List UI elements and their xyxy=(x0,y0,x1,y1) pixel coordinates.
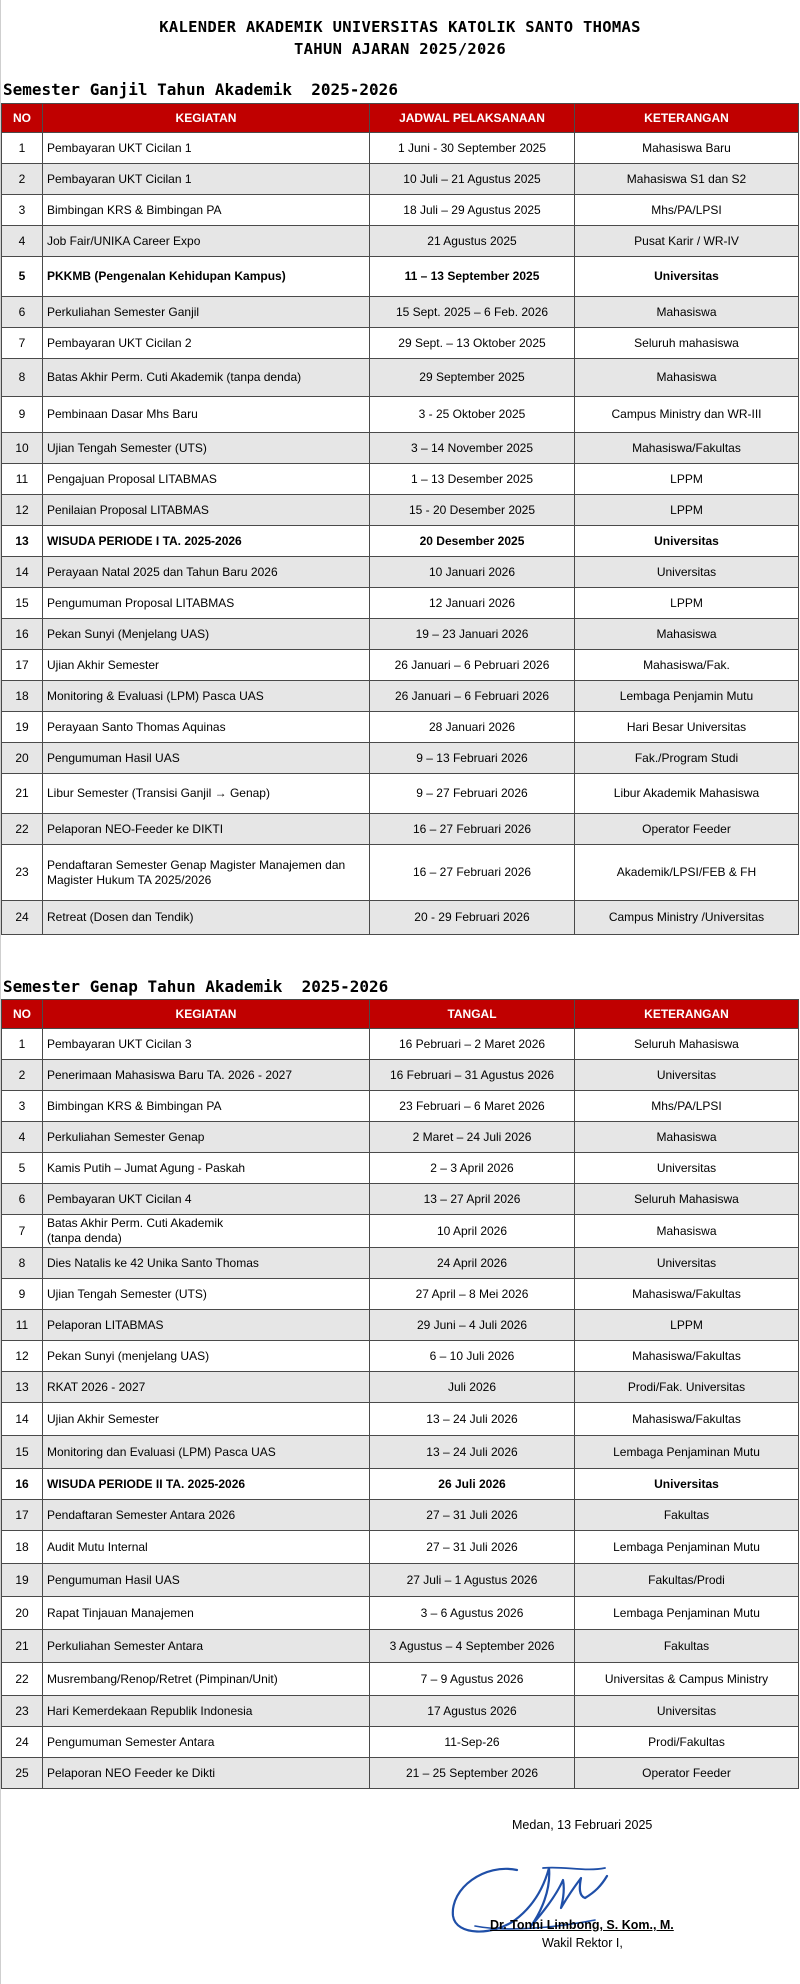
row-number: 24 xyxy=(2,901,43,935)
row-jadwal: 27 – 31 Juli 2026 xyxy=(370,1500,575,1531)
row-jadwal: 15 - 20 Desember 2025 xyxy=(370,495,575,526)
row-kegiatan: Dies Natalis ke 42 Unika Santo Thomas xyxy=(43,1248,370,1279)
row-jadwal: 10 Januari 2026 xyxy=(370,557,575,588)
row-kegiatan: Pelaporan NEO Feeder ke Dikti xyxy=(43,1758,370,1789)
row-keterangan: Universitas xyxy=(575,1696,799,1727)
row-kegiatan: Ujian Akhir Semester xyxy=(43,650,370,681)
row-number: 25 xyxy=(2,1758,43,1789)
row-jadwal: 29 September 2025 xyxy=(370,359,575,397)
table-row xyxy=(2,1531,799,1564)
row-number: 5 xyxy=(2,1153,43,1184)
header-kegiatan: KEGIATAN xyxy=(43,104,370,133)
row-jadwal: 3 – 6 Agustus 2026 xyxy=(370,1597,575,1630)
row-number: 4 xyxy=(2,1122,43,1153)
row-keterangan: LPPM xyxy=(575,464,799,495)
row-kegiatan: Pengumuman Semester Antara xyxy=(43,1727,370,1758)
table-semester-genap xyxy=(1,999,799,1789)
row-kegiatan: Pekan Sunyi (menjelang UAS) xyxy=(43,1341,370,1372)
row-kegiatan: Ujian Tengah Semester (UTS) xyxy=(43,433,370,464)
row-kegiatan: Libur Semester (Transisi Ganjil → Genap) xyxy=(43,774,370,814)
row-number: 4 xyxy=(2,226,43,257)
row-kegiatan: Penilaian Proposal LITABMAS xyxy=(43,495,370,526)
row-jadwal: 28 Januari 2026 xyxy=(370,712,575,743)
table-row xyxy=(2,681,799,712)
row-keterangan: Seluruh Mahasiswa xyxy=(575,1029,799,1060)
row-keterangan: Mahasiswa/Fak. xyxy=(575,650,799,681)
row-number: 24 xyxy=(2,1727,43,1758)
table-row xyxy=(2,1060,799,1091)
row-number: 15 xyxy=(2,1436,43,1469)
row-number: 16 xyxy=(2,619,43,650)
row-keterangan: Lembaga Penjaminan Mutu xyxy=(575,1597,799,1630)
row-number: 18 xyxy=(2,681,43,712)
row-jadwal: 19 – 23 Januari 2026 xyxy=(370,619,575,650)
row-jadwal: 13 – 27 April 2026 xyxy=(370,1184,575,1215)
table-row xyxy=(2,1215,799,1248)
row-number: 13 xyxy=(2,526,43,557)
row-number: 12 xyxy=(2,1341,43,1372)
row-jadwal: 7 – 9 Agustus 2026 xyxy=(370,1663,575,1696)
row-keterangan: Mahasiswa Baru xyxy=(575,133,799,164)
row-keterangan: Mahasiswa xyxy=(575,297,799,328)
table-row xyxy=(2,495,799,526)
row-keterangan: Mhs/PA/LPSI xyxy=(575,1091,799,1122)
row-kegiatan: Perkuliahan Semester Ganjil xyxy=(43,297,370,328)
row-keterangan: Fakultas/Prodi xyxy=(575,1564,799,1597)
row-kegiatan: Musrembang/Renop/Retret (Pimpinan/Unit) xyxy=(43,1663,370,1696)
row-keterangan: Pusat Karir / WR-IV xyxy=(575,226,799,257)
row-number: 11 xyxy=(2,1310,43,1341)
row-jadwal: 1 Juni - 30 September 2025 xyxy=(370,133,575,164)
table-row xyxy=(2,619,799,650)
row-number: 9 xyxy=(2,397,43,433)
row-kegiatan: Pelaporan LITABMAS xyxy=(43,1310,370,1341)
row-jadwal: 3 - 25 Oktober 2025 xyxy=(370,397,575,433)
row-kegiatan: Retreat (Dosen dan Tendik) xyxy=(43,901,370,935)
row-jadwal: 18 Juli – 29 Agustus 2025 xyxy=(370,195,575,226)
row-keterangan: Fakultas xyxy=(575,1630,799,1663)
row-number: 22 xyxy=(2,1663,43,1696)
row-kegiatan: Pembayaran UKT Cicilan 4 xyxy=(43,1184,370,1215)
row-keterangan: LPPM xyxy=(575,588,799,619)
table-row xyxy=(2,845,799,901)
row-jadwal: 2 Maret – 24 Juli 2026 xyxy=(370,1122,575,1153)
row-keterangan: Universitas xyxy=(575,1248,799,1279)
row-keterangan: Mahasiswa S1 dan S2 xyxy=(575,164,799,195)
place-date: Medan, 13 Februari 2025 xyxy=(512,1818,653,1832)
row-kegiatan: Pengajuan Proposal LITABMAS xyxy=(43,464,370,495)
row-number: 1 xyxy=(2,1029,43,1060)
row-number: 14 xyxy=(2,557,43,588)
row-keterangan: Seluruh Mahasiswa xyxy=(575,1184,799,1215)
row-number: 19 xyxy=(2,1564,43,1597)
row-number: 7 xyxy=(2,328,43,359)
row-keterangan: Mahasiswa xyxy=(575,359,799,397)
row-keterangan: Universitas & Campus Ministry xyxy=(575,1663,799,1696)
row-jadwal: 29 Sept. – 13 Oktober 2025 xyxy=(370,328,575,359)
row-jadwal: 15 Sept. 2025 – 6 Feb. 2026 xyxy=(370,297,575,328)
row-kegiatan: Job Fair/UNIKA Career Expo xyxy=(43,226,370,257)
row-jadwal: 11 – 13 September 2025 xyxy=(370,257,575,297)
row-number: 21 xyxy=(2,1630,43,1663)
row-jadwal: 2 – 3 April 2026 xyxy=(370,1153,575,1184)
row-kegiatan: Kamis Putih – Jumat Agung - Paskah xyxy=(43,1153,370,1184)
row-kegiatan: Monitoring & Evaluasi (LPM) Pasca UAS xyxy=(43,681,370,712)
row-jadwal: 3 Agustus – 4 September 2026 xyxy=(370,1630,575,1663)
signatory-role: Wakil Rektor I, xyxy=(542,1936,623,1950)
row-jadwal: 16 – 27 Februari 2026 xyxy=(370,814,575,845)
table-semester-ganjil xyxy=(1,103,799,935)
row-keterangan: LPPM xyxy=(575,1310,799,1341)
row-keterangan: Campus Ministry /Universitas xyxy=(575,901,799,935)
row-number: 17 xyxy=(2,1500,43,1531)
row-number: 8 xyxy=(2,359,43,397)
row-number: 22 xyxy=(2,814,43,845)
row-jadwal: 16 Februari – 31 Agustus 2026 xyxy=(370,1060,575,1091)
row-kegiatan: Pendaftaran Semester Antara 2026 xyxy=(43,1500,370,1531)
row-number: 13 xyxy=(2,1372,43,1403)
row-number: 9 xyxy=(2,1279,43,1310)
row-number: 15 xyxy=(2,588,43,619)
row-keterangan: Mahasiswa/Fakultas xyxy=(575,1403,799,1436)
header-no: NO xyxy=(2,1000,43,1029)
table-row xyxy=(2,133,799,164)
row-kegiatan: Batas Akhir Perm. Cuti Akademik (tanpa denda) xyxy=(43,1215,370,1248)
table-row xyxy=(2,712,799,743)
row-jadwal: 24 April 2026 xyxy=(370,1248,575,1279)
table-row xyxy=(2,1758,799,1789)
table-row xyxy=(2,743,799,774)
row-kegiatan: Perayaan Santo Thomas Aquinas xyxy=(43,712,370,743)
table-row xyxy=(2,433,799,464)
row-keterangan: Prodi/Fak. Universitas xyxy=(575,1372,799,1403)
row-number: 7 xyxy=(2,1215,43,1248)
row-number: 12 xyxy=(2,495,43,526)
row-keterangan: Mahasiswa xyxy=(575,619,799,650)
row-kegiatan: WISUDA PERIODE II TA. 2025-2026 xyxy=(43,1469,370,1500)
row-jadwal: 9 – 13 Februari 2026 xyxy=(370,743,575,774)
table-row xyxy=(2,650,799,681)
row-number: 23 xyxy=(2,1696,43,1727)
section-title-ganjil: Semester Ganjil Tahun Akademik 2025-2026 xyxy=(3,80,398,99)
row-keterangan: Lembaga Penjaminan Mutu xyxy=(575,1531,799,1564)
row-jadwal: 12 Januari 2026 xyxy=(370,588,575,619)
table-row xyxy=(2,1696,799,1727)
header-jadwal: JADWAL PELAKSANAAN xyxy=(370,104,575,133)
row-number: 19 xyxy=(2,712,43,743)
row-kegiatan: Pendaftaran Semester Genap Magister Manajemen dan Magister Hukum TA 2025/2026 xyxy=(43,845,370,901)
table-row xyxy=(2,359,799,397)
table-row xyxy=(2,1663,799,1696)
row-number: 3 xyxy=(2,1091,43,1122)
row-keterangan: Prodi/Fakultas xyxy=(575,1727,799,1758)
row-jadwal: 21 Agustus 2025 xyxy=(370,226,575,257)
row-number: 2 xyxy=(2,164,43,195)
row-keterangan: LPPM xyxy=(575,495,799,526)
row-number: 20 xyxy=(2,743,43,774)
signatory-name: Dr. Tonni Limbong, S. Kom., M. xyxy=(490,1918,674,1932)
row-kegiatan: Pembayaran UKT Cicilan 3 xyxy=(43,1029,370,1060)
row-keterangan: Mahasiswa xyxy=(575,1122,799,1153)
row-jadwal: 23 Februari – 6 Maret 2026 xyxy=(370,1091,575,1122)
document-subtitle: TAHUN AJARAN 2025/2026 xyxy=(294,40,506,58)
row-number: 5 xyxy=(2,257,43,297)
row-keterangan: Operator Feeder xyxy=(575,1758,799,1789)
row-keterangan: Lembaga Penjamin Mutu xyxy=(575,681,799,712)
row-kegiatan: Pembayaran UKT Cicilan 1 xyxy=(43,164,370,195)
row-keterangan: Mahasiswa/Fakultas xyxy=(575,1341,799,1372)
row-kegiatan: Perayaan Natal 2025 dan Tahun Baru 2026 xyxy=(43,557,370,588)
table-header-row xyxy=(2,1000,799,1029)
row-keterangan: Universitas xyxy=(575,1060,799,1091)
row-kegiatan: Perkuliahan Semester Antara xyxy=(43,1630,370,1663)
row-jadwal: Juli 2026 xyxy=(370,1372,575,1403)
row-keterangan: Hari Besar Universitas xyxy=(575,712,799,743)
table-row xyxy=(2,1184,799,1215)
row-number: 10 xyxy=(2,433,43,464)
table-row xyxy=(2,464,799,495)
signature-block xyxy=(0,1810,800,1980)
header-no: NO xyxy=(2,104,43,133)
table-row xyxy=(2,164,799,195)
row-kegiatan: Monitoring dan Evaluasi (LPM) Pasca UAS xyxy=(43,1436,370,1469)
row-jadwal: 27 April – 8 Mei 2026 xyxy=(370,1279,575,1310)
table-row xyxy=(2,1403,799,1436)
row-kegiatan: WISUDA PERIODE I TA. 2025-2026 xyxy=(43,526,370,557)
row-jadwal: 21 – 25 September 2026 xyxy=(370,1758,575,1789)
row-keterangan: Mhs/PA/LPSI xyxy=(575,195,799,226)
row-jadwal: 20 - 29 Februari 2026 xyxy=(370,901,575,935)
row-kegiatan: Ujian Tengah Semester (UTS) xyxy=(43,1279,370,1310)
row-jadwal: 10 April 2026 xyxy=(370,1215,575,1248)
row-kegiatan: Pengumuman Proposal LITABMAS xyxy=(43,588,370,619)
row-number: 16 xyxy=(2,1469,43,1500)
header-tangal: TANGAL xyxy=(370,1000,575,1029)
row-kegiatan: Rapat Tinjauan Manajemen xyxy=(43,1597,370,1630)
row-keterangan: Universitas xyxy=(575,257,799,297)
row-jadwal: 13 – 24 Juli 2026 xyxy=(370,1403,575,1436)
row-keterangan: Campus Ministry dan WR-III xyxy=(575,397,799,433)
row-jadwal: 26 Januari – 6 Pebruari 2026 xyxy=(370,650,575,681)
row-jadwal: 16 Pebruari – 2 Maret 2026 xyxy=(370,1029,575,1060)
row-number: 6 xyxy=(2,1184,43,1215)
row-keterangan: Fak./Program Studi xyxy=(575,743,799,774)
header-keterangan: KETERANGAN xyxy=(575,104,799,133)
row-kegiatan: Hari Kemerdekaan Republik Indonesia xyxy=(43,1696,370,1727)
row-kegiatan: Batas Akhir Perm. Cuti Akademik (tanpa denda) xyxy=(43,359,370,397)
row-number: 21 xyxy=(2,774,43,814)
row-number: 18 xyxy=(2,1531,43,1564)
row-keterangan: Universitas xyxy=(575,557,799,588)
row-jadwal: 13 – 24 Juli 2026 xyxy=(370,1436,575,1469)
table-row xyxy=(2,1153,799,1184)
header-keterangan: KETERANGAN xyxy=(575,1000,799,1029)
row-kegiatan: Pembinaan Dasar Mhs Baru xyxy=(43,397,370,433)
table-row xyxy=(2,1436,799,1469)
table-header-row xyxy=(2,104,799,133)
row-keterangan: Libur Akademik Mahasiswa xyxy=(575,774,799,814)
document-title: KALENDER AKADEMIK UNIVERSITAS KATOLIK SANTO THOMAS xyxy=(159,18,641,36)
row-number: 2 xyxy=(2,1060,43,1091)
row-kegiatan: Penerimaan Mahasiswa Baru TA. 2026 - 2027 xyxy=(43,1060,370,1091)
row-keterangan: Universitas xyxy=(575,1469,799,1500)
row-keterangan: Universitas xyxy=(575,1153,799,1184)
table-row xyxy=(2,1372,799,1403)
row-kegiatan: Bimbingan KRS & Bimbingan PA xyxy=(43,1091,370,1122)
table-row xyxy=(2,1597,799,1630)
table-row xyxy=(2,588,799,619)
row-kegiatan: Perkuliahan Semester Genap xyxy=(43,1122,370,1153)
table-row xyxy=(2,1122,799,1153)
row-jadwal: 29 Juni – 4 Juli 2026 xyxy=(370,1310,575,1341)
row-jadwal: 10 Juli – 21 Agustus 2025 xyxy=(370,164,575,195)
table-row xyxy=(2,774,799,814)
table-row xyxy=(2,257,799,297)
row-keterangan: Operator Feeder xyxy=(575,814,799,845)
table-row xyxy=(2,226,799,257)
row-keterangan: Universitas xyxy=(575,526,799,557)
row-number: 23 xyxy=(2,845,43,901)
row-kegiatan: Pelaporan NEO-Feeder ke DIKTI xyxy=(43,814,370,845)
row-jadwal: 17 Agustus 2026 xyxy=(370,1696,575,1727)
table-row xyxy=(2,1029,799,1060)
row-number: 14 xyxy=(2,1403,43,1436)
table-row xyxy=(2,1469,799,1500)
table-row xyxy=(2,195,799,226)
table-row xyxy=(2,328,799,359)
row-jadwal: 26 Januari – 6 Februari 2026 xyxy=(370,681,575,712)
table-row xyxy=(2,814,799,845)
row-kegiatan: RKAT 2026 - 2027 xyxy=(43,1372,370,1403)
row-number: 1 xyxy=(2,133,43,164)
row-kegiatan: Pengumuman Hasil UAS xyxy=(43,1564,370,1597)
row-keterangan: Fakultas xyxy=(575,1500,799,1531)
row-keterangan: Mahasiswa xyxy=(575,1215,799,1248)
row-jadwal: 3 – 14 November 2025 xyxy=(370,433,575,464)
row-keterangan: Lembaga Penjaminan Mutu xyxy=(575,1436,799,1469)
row-jadwal: 11-Sep-26 xyxy=(370,1727,575,1758)
table-row xyxy=(2,526,799,557)
row-jadwal: 26 Juli 2026 xyxy=(370,1469,575,1500)
table-row xyxy=(2,901,799,935)
row-jadwal: 16 – 27 Februari 2026 xyxy=(370,845,575,901)
row-number: 20 xyxy=(2,1597,43,1630)
row-number: 6 xyxy=(2,297,43,328)
row-jadwal: 20 Desember 2025 xyxy=(370,526,575,557)
table-row xyxy=(2,1310,799,1341)
row-kegiatan: Pekan Sunyi (Menjelang UAS) xyxy=(43,619,370,650)
row-kegiatan: Audit Mutu Internal xyxy=(43,1531,370,1564)
row-keterangan: Mahasiswa/Fakultas xyxy=(575,1279,799,1310)
row-keterangan: Akademik/LPSI/FEB & FH xyxy=(575,845,799,901)
table-row xyxy=(2,1630,799,1663)
table-row xyxy=(2,1564,799,1597)
row-number: 17 xyxy=(2,650,43,681)
table-row xyxy=(2,397,799,433)
header-kegiatan: KEGIATAN xyxy=(43,1000,370,1029)
row-kegiatan: PKKMB (Pengenalan Kehidupan Kampus) xyxy=(43,257,370,297)
row-kegiatan: Pembayaran UKT Cicilan 1 xyxy=(43,133,370,164)
row-kegiatan: Pembayaran UKT Cicilan 2 xyxy=(43,328,370,359)
row-number: 3 xyxy=(2,195,43,226)
row-keterangan: Seluruh mahasiswa xyxy=(575,328,799,359)
row-jadwal: 6 – 10 Juli 2026 xyxy=(370,1341,575,1372)
table-row xyxy=(2,1279,799,1310)
row-jadwal: 27 Juli – 1 Agustus 2026 xyxy=(370,1564,575,1597)
row-kegiatan: Bimbingan KRS & Bimbingan PA xyxy=(43,195,370,226)
row-kegiatan: Pengumuman Hasil UAS xyxy=(43,743,370,774)
row-keterangan: Mahasiswa/Fakultas xyxy=(575,433,799,464)
table-row xyxy=(2,1091,799,1122)
row-number: 8 xyxy=(2,1248,43,1279)
table-row xyxy=(2,1500,799,1531)
row-jadwal: 27 – 31 Juli 2026 xyxy=(370,1531,575,1564)
table-row xyxy=(2,1727,799,1758)
row-number: 11 xyxy=(2,464,43,495)
section-title-genap: Semester Genap Tahun Akademik 2025-2026 xyxy=(3,977,389,996)
row-jadwal: 1 – 13 Desember 2025 xyxy=(370,464,575,495)
row-kegiatan: Ujian Akhir Semester xyxy=(43,1403,370,1436)
table-row xyxy=(2,1248,799,1279)
table-row xyxy=(2,297,799,328)
table-row xyxy=(2,1341,799,1372)
row-jadwal: 9 – 27 Februari 2026 xyxy=(370,774,575,814)
table-row xyxy=(2,557,799,588)
